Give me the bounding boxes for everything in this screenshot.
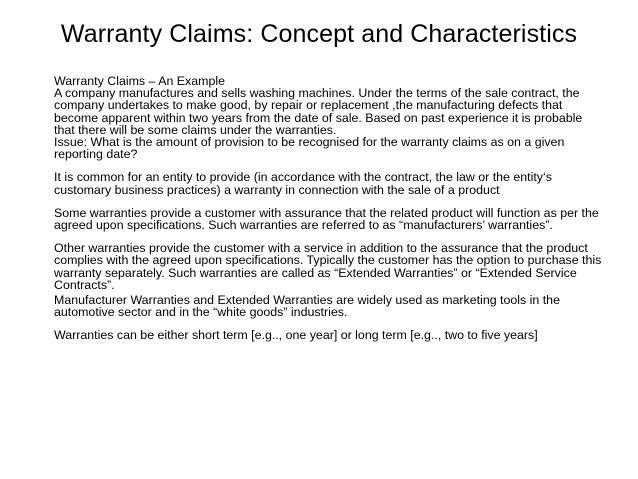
- paragraph-example-heading: Warranty Claims – An Example: [54, 74, 225, 88]
- paragraph-marketing-tools: Manufacturer Warranties and Extended Warranties are widely used as marketing tools in the automotive sector and in the “white goods” industries.: [54, 293, 560, 320]
- paragraph-example-description: A company manufactures and sells washing machines. Under the terms of the sale contract, the company undertakes to make good, by repair or replacement ,the manufacturing defects that become apparent within two years from the date of sale. Based on past experience it is probable that there will be some claims under the warranties.: [54, 86, 583, 137]
- slide-body: [54, 75, 602, 342]
- paragraph-extended-warranties: Other warranties provide the customer with a service in addition to the assurance that the product complies with the agreed upon specifications. Typically the customer has the option to purchase this warranty separately. Such warranties are called as “Extended Warranties” or “Extended Service Contracts”.: [54, 241, 602, 292]
- paragraph-issue: Issue: What is the amount of provision to be recognised for the warranty claims as on a given reporting date?: [54, 135, 565, 162]
- paragraph-warranty-terms: Warranties can be either short term [e.g.., one year] or long term [e.g.., two to five years]: [54, 328, 538, 343]
- paragraph-manufacturers-warranties: Some warranties provide a customer with assurance that the related product will function as per the agreed upon specifications. Such warranties are referred to as “manufacturers’ warranties”.: [54, 205, 599, 233]
- paragraph-common-practice: It is common for an entity to provide (in accordance with the contract, the law or the entity‘s customary business practices) a warranty in connection with the sale of a product: [54, 170, 552, 197]
- slide-title: Warranty Claims: Concept and Characteristics: [60, 20, 578, 48]
